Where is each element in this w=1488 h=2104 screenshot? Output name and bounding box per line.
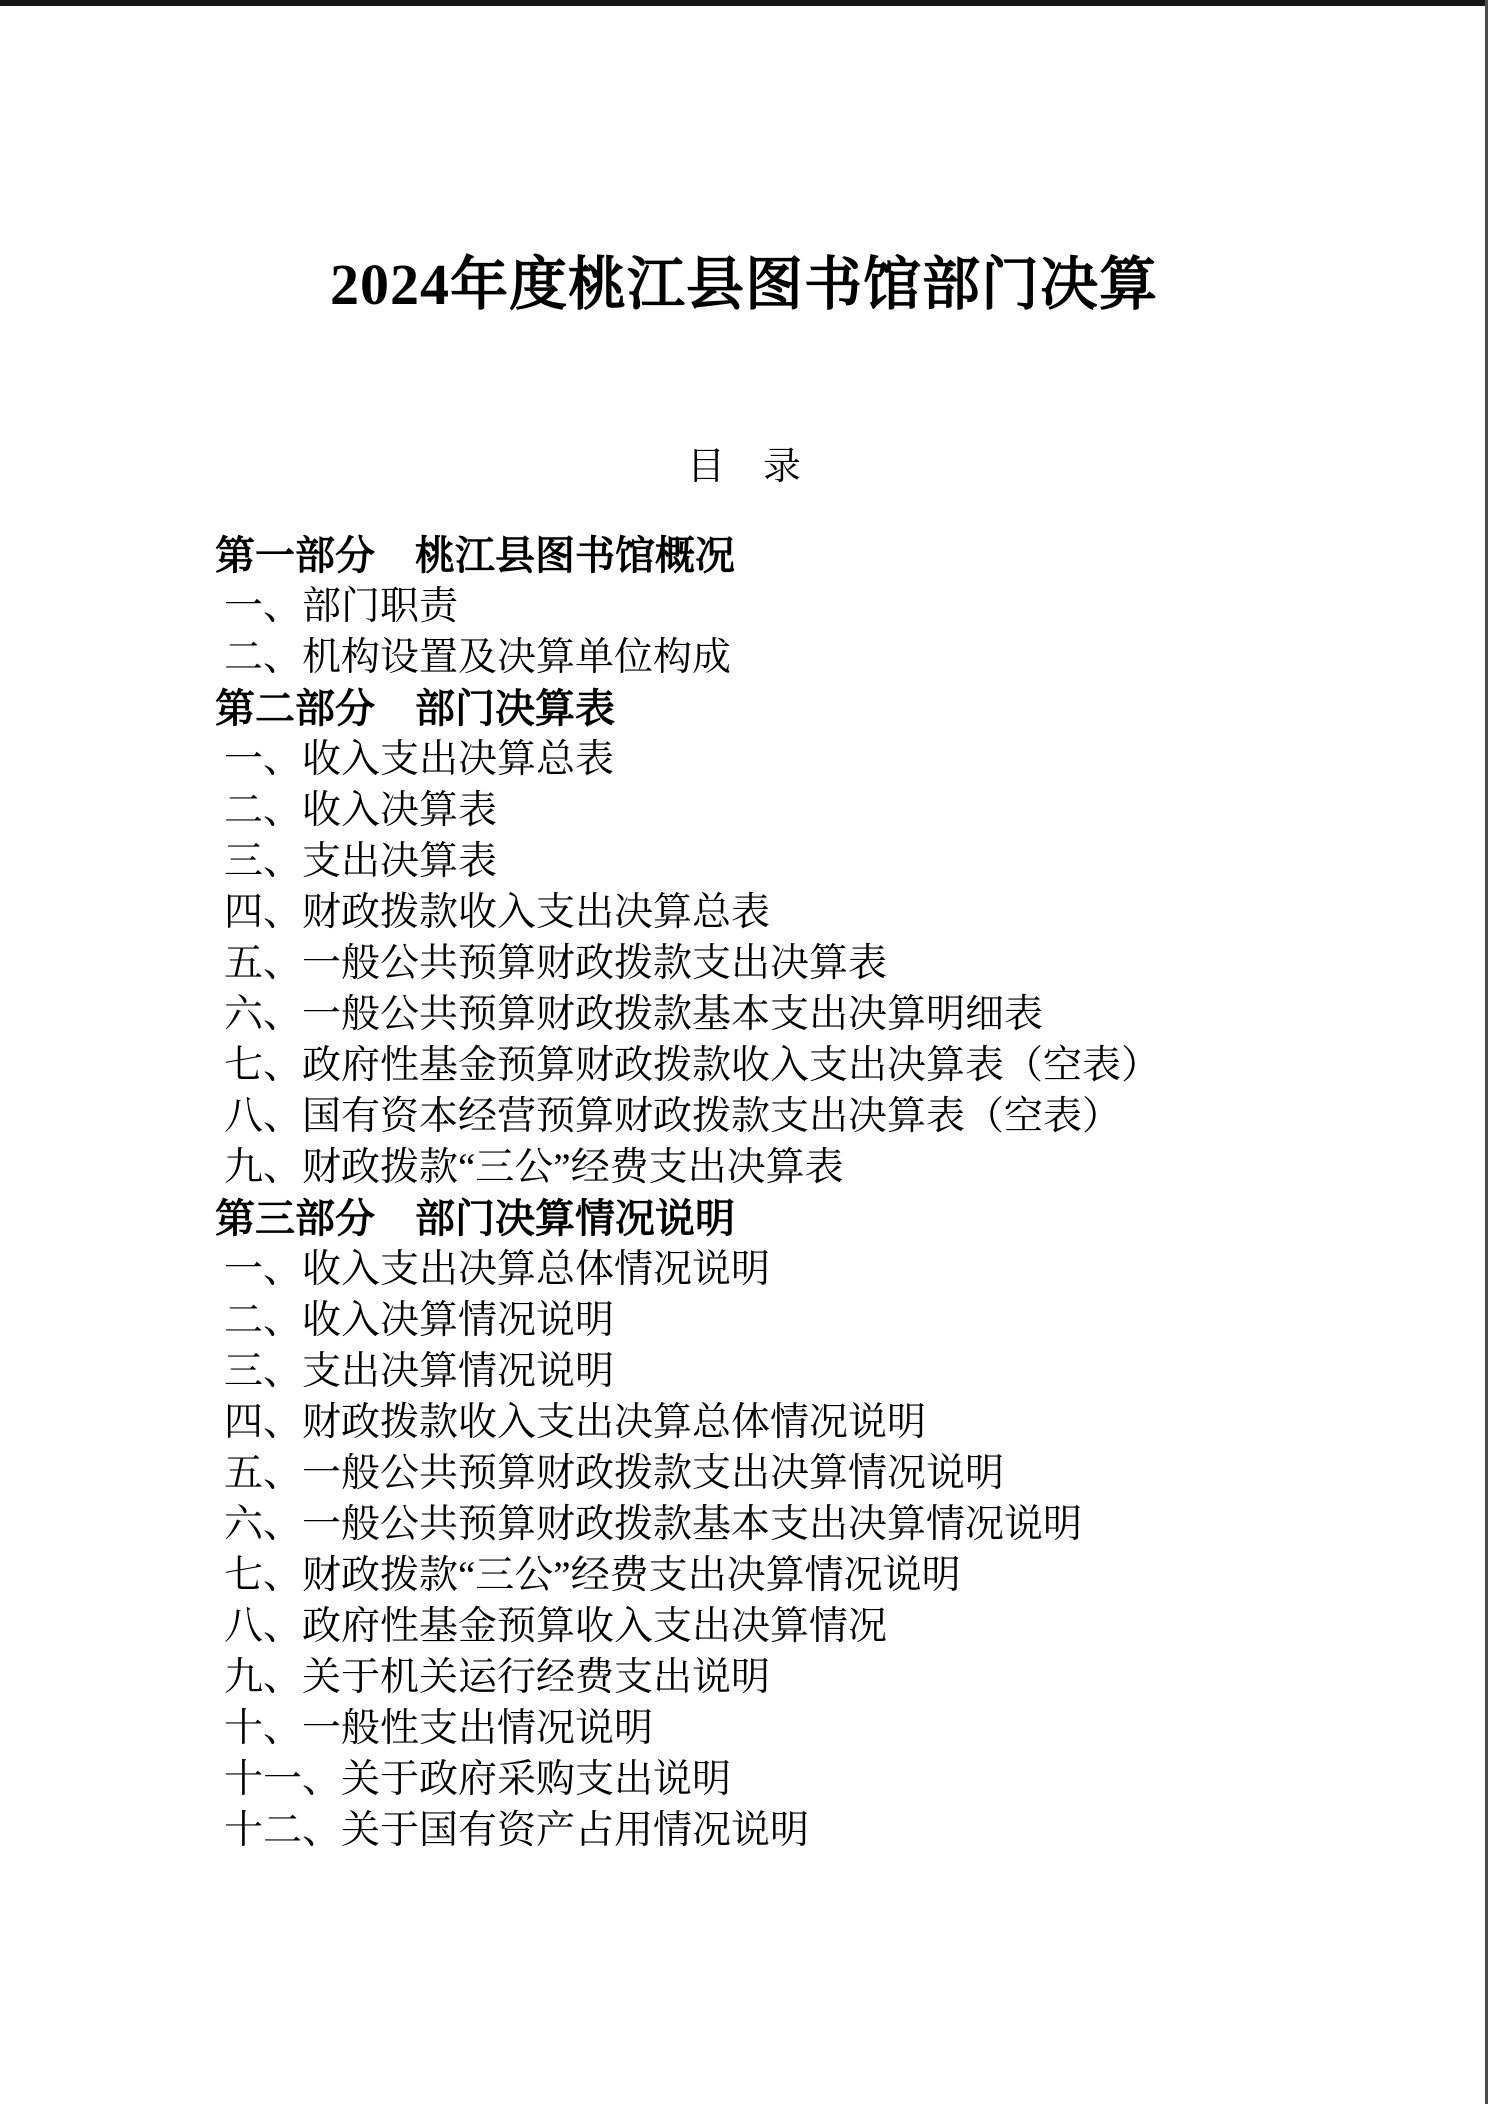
toc-item: 九、关于机关运行经费支出说明 <box>224 1656 771 1700</box>
toc-item: 七、财政拨款“三公”经费支出决算情况说明 <box>224 1554 961 1598</box>
toc-item: 一、部门职责 <box>224 585 459 629</box>
toc-item: 二、机构设置及决算单位构成 <box>224 636 732 680</box>
toc-item: 四、财政拨款收入支出决算总表 <box>224 891 771 935</box>
toc-item: 二、收入决算表 <box>224 789 498 833</box>
toc-item: 四、财政拨款收入支出决算总体情况说明 <box>224 1401 927 1445</box>
toc-item: 一、收入支出决算总体情况说明 <box>224 1248 771 1292</box>
toc-item: 一、收入支出决算总表 <box>224 738 615 782</box>
section-heading-part2: 第二部分 部门决算表 <box>215 686 615 732</box>
toc-item: 七、政府性基金预算财政拨款收入支出决算表（空表） <box>224 1044 1161 1088</box>
toc-heading: 目 录 <box>686 445 801 488</box>
toc-item: 九、财政拨款“三公”经费支出决算表 <box>224 1146 844 1190</box>
table-of-contents <box>0 530 1488 1856</box>
document-title: 2024年度桃江县图书馆部门决算 <box>329 252 1158 317</box>
toc-item: 十一、关于政府采购支出说明 <box>224 1758 732 1802</box>
toc-item: 二、收入决算情况说明 <box>224 1299 615 1343</box>
toc-item: 三、支出决算表 <box>224 840 498 884</box>
section-heading-part3: 第三部分 部门决算情况说明 <box>215 1196 735 1242</box>
toc-item: 三、支出决算情况说明 <box>224 1350 615 1394</box>
toc-item: 十二、关于国有资产占用情况说明 <box>224 1809 810 1853</box>
toc-item: 十、一般性支出情况说明 <box>224 1707 654 1751</box>
toc-item: 五、一般公共预算财政拨款支出决算情况说明 <box>224 1452 1005 1496</box>
toc-item: 八、国有资本经营预算财政拨款支出决算表（空表） <box>224 1095 1122 1139</box>
page-top-edge-bar <box>0 0 1488 6</box>
toc-item: 八、政府性基金预算收入支出决算情况 <box>224 1605 888 1649</box>
toc-item: 六、一般公共预算财政拨款基本支出决算明细表 <box>224 993 1044 1037</box>
section-heading-part1: 第一部分 桃江县图书馆概况 <box>215 533 735 579</box>
toc-item: 五、一般公共预算财政拨款支出决算表 <box>224 942 888 986</box>
toc-item: 六、一般公共预算财政拨款基本支出决算情况说明 <box>224 1503 1083 1547</box>
